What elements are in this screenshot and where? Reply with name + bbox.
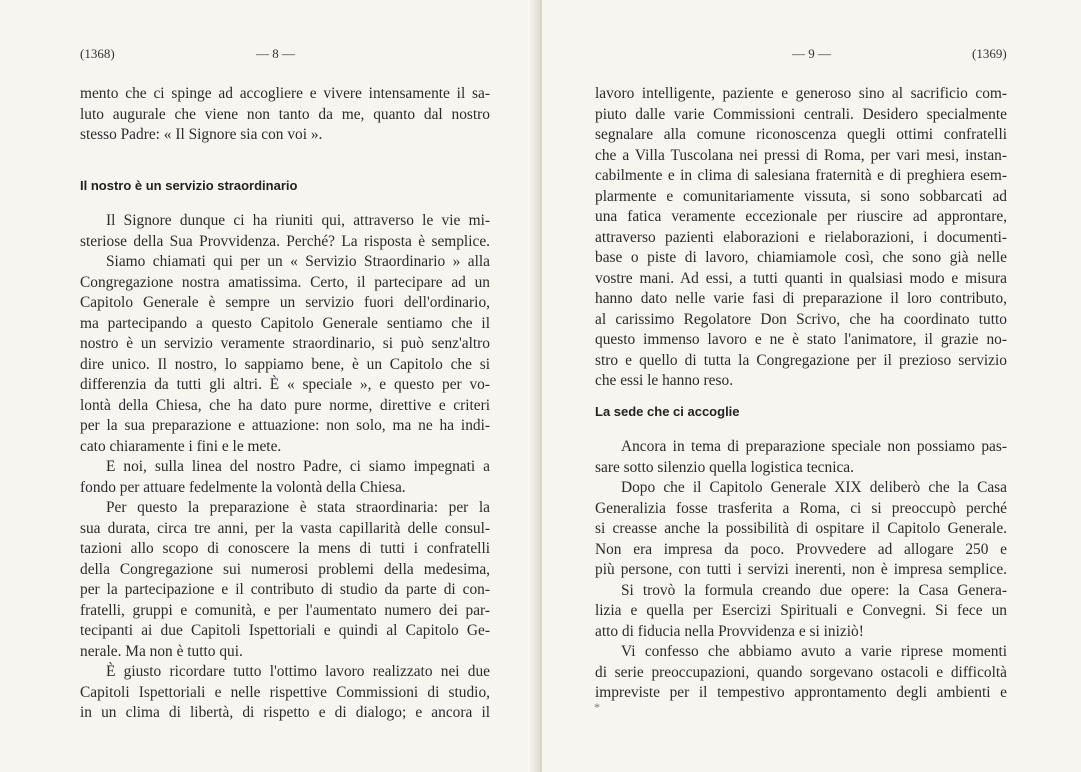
left-page-code: (1368): [80, 46, 115, 61]
text-line: dire unico. Il nostro, lo sappiamo bene, è un Capitolo che si: [80, 355, 490, 373]
text-line: differenzia da tutti gli altri. È « speciale », e questo per vo-: [80, 376, 490, 393]
text-line: lavoro intelligente, paziente e generoso sino al sacrificio com-: [595, 85, 1007, 102]
text-line: Generalizia fosse trasferita a Roma, ci si preoccupò perché: [595, 499, 1007, 517]
text-line: cato chiaramente i fini e le mete.: [80, 437, 282, 455]
text-line: Congregazione nostra amatissima. Certo, il partecipare ad un: [80, 273, 490, 291]
footer-mark: *: [594, 700, 600, 714]
text-line: si creasse anche la possibilità di ospitare il Capitolo Generale.: [595, 520, 1007, 537]
text-line: nostro è un servizio veramente straordinario, si può senz'altro: [80, 335, 490, 352]
text-line: una fatica veramente eccezionale per riuscire ad approntare,: [595, 208, 1007, 225]
text-line: questo immenso lavoro e ne è stato l'animatore, il grazie no-: [595, 331, 1007, 348]
text-line: per la sua preparazione e attuazione: non solo, ma ne ha indi-: [80, 417, 490, 434]
right-page-code: (1369): [972, 46, 1007, 61]
text-line: ma partecipando a questo Capitolo Generale sentiamo che il: [80, 314, 490, 332]
text-line: Ancora in tema di preparazione speciale non possiamo pas-: [621, 438, 1007, 455]
text-line: Vi confesso che abbiamo avuto a varie riprese momenti: [621, 643, 1007, 660]
text-line: Dopo che il Capitolo Generale XIX deliberò che la Casa: [621, 479, 1007, 496]
text-line: luto augurale che viene non tanto da me, quanto dal nostro: [80, 105, 490, 123]
text-line: fondo per attuare fedelmente la volontà della Chiesa.: [80, 478, 406, 496]
text-line: lontà della Chiesa, che ha dato pure norme, direttive e criteri: [80, 396, 490, 414]
section-heading: Il nostro è un servizio straordinario: [80, 178, 298, 193]
text-line: vostre mani. Ad essi, a tutti quanti in qualsiasi modo e misura: [595, 269, 1007, 287]
text-line: di serie preoccupazioni, quando sorgevano ostacoli e difficoltà: [595, 663, 1007, 681]
text-line: che a Villa Tuscolana nei pressi di Roma, per vari mesi, instan-: [595, 146, 1007, 164]
text-line: Capitolo Generale è sempre un servizio fuori dell'ordinario,: [80, 294, 490, 311]
text-line: tecipanti ai due Capitoli Ispettoriali e quindi al Capitolo Ge-: [80, 622, 490, 639]
text-line: stesso Padre: « Il Signore sia con voi ».: [80, 126, 323, 143]
text-line: sua durata, circa tre anni, per la vasta capillarità delle consul-: [80, 519, 490, 537]
text-line: nerale. Ma non è tutto qui.: [80, 642, 243, 660]
text-line: più persone, con tutti i servizi inerenti, non è impresa semplice.: [595, 561, 1007, 578]
text-line: hanno dato nelle varie fasi di preparazione il loro contributo,: [595, 290, 1007, 307]
left-paragraph-1: [80, 84, 490, 146]
text-line: in un clima di libertà, di rispetto e di dialogo; e ancora il: [80, 704, 490, 721]
text-line: cabilmente e in clima di salesiana fraternità e di preghiera esem-: [595, 167, 1007, 184]
right-page-number: — 9 —: [792, 46, 831, 61]
text-line: Siamo chiamati qui per un « Servizio Straordinario » alla: [106, 253, 490, 270]
text-line: lizia e quella per Esercizi Spirituali e Convegni. Si fece un: [595, 602, 1007, 619]
text-line: steriose della Sua Provvidenza. Perché? La risposta è semplice.: [80, 232, 490, 250]
text-line: Si trovò la formula creando due opere: la Casa Genera-: [621, 581, 1007, 599]
text-line: Capitoli Ispettoriali e nelle rispettive Commissioni di studio,: [80, 683, 490, 701]
text-line: attraverso pazienti elaborazioni e rielaborazioni, i documenti-: [595, 228, 1007, 246]
left-body: [80, 211, 490, 724]
text-line: atto di fiducia nella Provvidenza e si iniziò!: [595, 622, 864, 640]
text-line: tazioni allo scopo di conoscere la mens di tutti i confratelli: [80, 540, 490, 557]
text-line: segnalare alla comune riconoscenza quegli ottimi confratelli: [595, 126, 1007, 143]
text-line: mento che ci spinge ad accogliere e vivere intensamente il sa-: [80, 85, 490, 102]
text-line: piuto dalle varie Commissioni centrali. Desidero specialmente: [595, 105, 1007, 123]
text-line: E noi, sulla linea del nostro Padre, ci siamo impegnati a: [106, 458, 490, 475]
right-page: [542, 0, 1081, 772]
text-line: Non era impresa da poco. Provvedere ad allogare 250 e: [595, 540, 1007, 558]
text-line: della Congregazione sui numerosi problemi della medesima,: [80, 560, 490, 578]
section-heading: La sede che ci accoglie: [595, 404, 740, 419]
text-line: fratelli, gruppi e comunità, e per l'aumentato numero dei par-: [80, 601, 490, 619]
text-line: impreviste per il tempestivo approntamento degli ambienti e: [595, 684, 1007, 701]
text-line: per la partecipazione e il contributo di studio da parte di con-: [80, 581, 490, 598]
text-line: plarmente e comunitariamente vissuta, si sono sobbarcati ad: [595, 187, 1007, 205]
right-paragraph-1: [595, 84, 1007, 392]
text-line: che essi le hanno reso.: [595, 372, 734, 389]
text-line: Per questo la preparazione è stata straordinaria: per la: [106, 499, 490, 516]
text-line: Il Signore dunque ci ha riuniti qui, attraverso le vie mi-: [106, 212, 490, 229]
left-page: [0, 0, 538, 772]
text-line: base o piste di lavoro, chiamiamole così, che sono già nelle: [595, 249, 1007, 266]
text-line: È giusto ricordare tutto l'ottimo lavoro realizzato nei due: [106, 663, 490, 680]
right-body: [595, 437, 1007, 704]
left-page-number: — 8 —: [256, 46, 295, 61]
text-line: al carissimo Regolatore Don Scrivo, che ha coordinato tutto: [595, 310, 1007, 328]
text-line: sare sotto silenzio quella logistica tecnica.: [595, 458, 854, 476]
text-line: stro e quello di tutta la Congregazione per il prezioso servizio: [595, 351, 1007, 369]
